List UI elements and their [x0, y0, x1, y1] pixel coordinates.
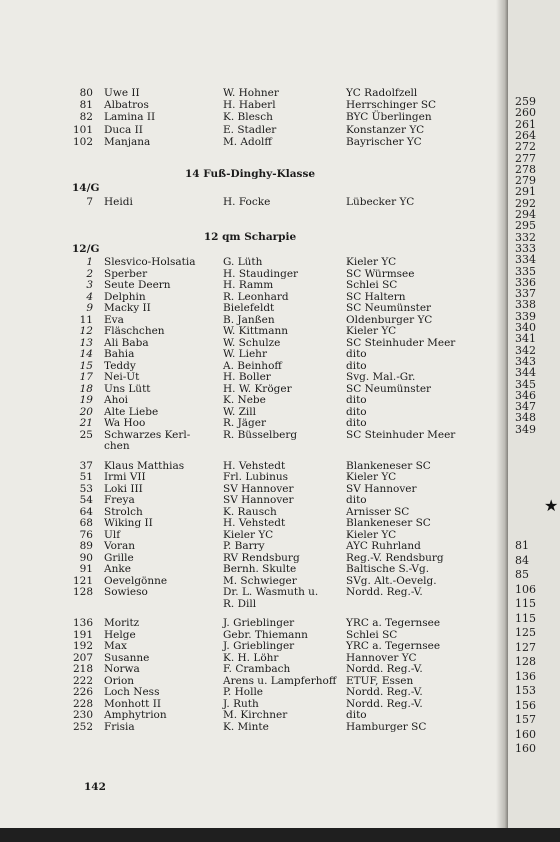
club-name: Konstanzer YC — [346, 123, 425, 136]
table-row — [0, 575, 500, 587]
table-row — [0, 617, 500, 629]
club-name: Baltische S.-Vg. — [346, 563, 430, 575]
boat-name: Eva — [104, 313, 124, 326]
right-page-number: 259 — [515, 95, 536, 108]
owner-name: H. Vehstedt — [223, 459, 286, 472]
owner-name: H. Haberl — [223, 99, 276, 112]
table-row — [0, 540, 500, 552]
owner-name: K. H. Löhr — [223, 651, 279, 664]
table-row — [0, 417, 500, 429]
right-page-number: 157 — [515, 713, 536, 726]
club-name: Nordd. Reg.-V. — [346, 686, 423, 698]
club-name: SV Hannover — [346, 482, 417, 495]
section-heading-dinghy: 14 Fuß-Dinghy-Klasse — [184, 168, 316, 180]
right-page-number: 279 — [515, 174, 536, 188]
sail-number: 218 — [72, 663, 93, 675]
section-heading-scharpie: 12 qm Scharpie — [203, 231, 297, 243]
table-row — [0, 337, 500, 349]
club-name: Kieler YC — [346, 256, 397, 268]
club-name: Reg.-V. Rendsburg — [346, 551, 444, 564]
table-row — [0, 124, 500, 136]
club-name: SC Neumünster — [346, 382, 432, 395]
right-page-number: 338 — [515, 298, 536, 312]
club-name: SC Haltern — [346, 290, 406, 303]
boat-name: chen — [104, 440, 130, 452]
table-row — [0, 586, 500, 598]
boat-name: Helge — [104, 628, 136, 641]
owner-name: Dr. L. Wasmuth u. — [223, 586, 319, 598]
right-page-number: 292 — [515, 196, 536, 210]
sail-number: 14 — [79, 348, 93, 360]
club-name: SVg. Alt.-Oevelg. — [346, 574, 437, 587]
boat-name: Susanne — [104, 651, 150, 664]
table-row — [0, 348, 500, 360]
boat-name: Freya — [104, 494, 135, 506]
right-page-number: 128 — [515, 655, 536, 668]
right-page-number: 115 — [515, 597, 536, 610]
owner-name: M. Adolff — [223, 135, 272, 148]
right-page-number: 106 — [515, 582, 536, 596]
boat-name: Frisia — [104, 720, 135, 733]
sail-number: 64 — [79, 505, 93, 518]
table-row — [0, 279, 500, 291]
owner-name: Bielefeldt — [223, 302, 275, 314]
table-row — [0, 314, 500, 326]
sail-number: 128 — [72, 586, 93, 598]
klasse-label-scharpie: 12/G — [72, 243, 100, 255]
boat-name: Seute Deern — [104, 279, 171, 291]
owner-name: H. Focke — [223, 196, 271, 208]
table-row — [0, 371, 500, 383]
boat-name: Klaus Matthias — [104, 459, 185, 472]
right-page-number: 341 — [515, 332, 536, 346]
owner-name: A. Beinhoff — [223, 359, 282, 372]
table-row — [0, 517, 500, 529]
owner-name: J. Grieblinger — [223, 640, 295, 652]
club-name: Blankeneser SC — [346, 459, 431, 472]
bottom-edge — [0, 828, 560, 842]
club-name: dito — [346, 405, 367, 418]
sail-number: 3 — [86, 279, 93, 291]
sail-number: 9 — [86, 302, 93, 314]
sail-number: 80 — [79, 87, 93, 99]
boat-name: Albatros — [104, 99, 149, 112]
sail-number: 226 — [72, 686, 93, 698]
right-page-number: 339 — [515, 309, 536, 323]
boat-name: Lamina II — [104, 111, 156, 124]
table-row — [0, 721, 500, 733]
club-name: Hamburger SC — [346, 720, 427, 733]
club-name: Oldenburger YC — [346, 313, 433, 326]
right-page-number: 81 — [515, 539, 529, 552]
club-name: YC Radolfzell — [346, 87, 418, 99]
club-name: Bayrischer YC — [346, 135, 422, 148]
sail-number: 207 — [72, 651, 93, 664]
club-name: Nordd. Reg.-V. — [346, 697, 423, 710]
sail-number: 1 — [86, 256, 93, 268]
sail-number: 20 — [79, 405, 93, 418]
sail-number: 136 — [72, 617, 93, 629]
star-icon: ★ — [544, 496, 559, 515]
boat-name: Uwe II — [104, 87, 140, 99]
sail-number: 51 — [79, 471, 93, 483]
boat-name: Delphin — [104, 290, 146, 303]
boat-name: Moritz — [104, 617, 140, 629]
table-row — [0, 394, 500, 406]
boat-name: Strolch — [104, 505, 143, 518]
owner-name: K. Nebe — [223, 394, 266, 406]
boat-name: Wiking II — [104, 517, 153, 529]
right-page-number: 264 — [515, 128, 536, 142]
sail-number: 2 — [86, 267, 93, 280]
club-name: Herrschinger SC — [346, 99, 437, 112]
table-row — [0, 663, 500, 675]
sail-number: 76 — [79, 528, 93, 541]
owner-name: W. Kittmann — [223, 325, 289, 337]
club-name: Kieler YC — [346, 528, 397, 541]
owner-name: H. Boller — [223, 371, 271, 383]
right-page-number: 160 — [515, 742, 536, 755]
right-page-number: 337 — [515, 287, 536, 301]
right-page-number: 136 — [515, 669, 536, 683]
sail-number: 54 — [79, 494, 93, 506]
club-name: ETUF, Essen — [346, 674, 414, 687]
owner-name: R. Leonhard — [223, 290, 289, 303]
boat-name: Norwa — [104, 663, 140, 675]
boat-name: Wa Hoo — [104, 417, 146, 429]
right-page-number: 344 — [515, 366, 536, 380]
table-row — [0, 111, 500, 123]
right-page-number: 336 — [515, 275, 536, 289]
sail-number: 7 — [86, 196, 93, 208]
right-page-number: 261 — [515, 117, 536, 131]
right-page-number: 334 — [515, 253, 536, 267]
right-page-number: 277 — [515, 151, 536, 165]
owner-name: J. Grieblinger — [223, 617, 295, 629]
right-page-edge — [508, 0, 560, 828]
right-page-number: 346 — [515, 388, 536, 402]
owner-name: B. Janßen — [223, 313, 275, 326]
sail-number: 4 — [86, 290, 93, 303]
table-row — [0, 99, 500, 111]
owner-name: P. Holle — [223, 686, 264, 698]
owner-name: H. Staudinger — [223, 267, 299, 280]
club-name: Svg. Mal.-Gr. — [346, 371, 416, 383]
sail-number: 11 — [79, 313, 93, 326]
club-name: dito — [346, 494, 367, 506]
table-row — [0, 529, 500, 541]
sail-number: 222 — [72, 674, 93, 687]
owner-name: Gebr. Thiemann — [223, 628, 308, 641]
sail-number: 89 — [79, 540, 93, 552]
right-page-number: 333 — [515, 241, 536, 255]
club-name: Arnisser SC — [346, 505, 410, 518]
right-page-number: 345 — [515, 377, 536, 391]
sail-number: 228 — [72, 697, 93, 710]
table-row — [0, 291, 500, 303]
right-page-number: 278 — [515, 162, 536, 176]
sail-number: 12 — [79, 325, 93, 337]
boat-name: Manjana — [104, 135, 151, 148]
right-page-number: 156 — [515, 698, 536, 712]
table-row — [0, 640, 500, 652]
table-row — [0, 598, 500, 610]
sail-number: 252 — [72, 720, 93, 733]
owner-name: K. Minte — [223, 720, 269, 733]
right-page-number: 84 — [515, 553, 529, 567]
owner-name: Kieler YC — [223, 528, 274, 541]
club-name: Nordd. Reg.-V. — [346, 663, 423, 675]
boat-name: Sperber — [104, 267, 148, 280]
sail-number: 101 — [72, 123, 93, 136]
table-row — [0, 460, 500, 472]
boat-name: Uns Lütt — [104, 382, 151, 395]
page-number: 142 — [84, 781, 106, 793]
owner-name: W. Zill — [223, 405, 257, 418]
right-page-number: 343 — [515, 354, 536, 368]
boat-name: Anke — [104, 563, 131, 575]
right-page-number: 85 — [515, 568, 529, 581]
table-row — [0, 87, 500, 99]
right-page-number: 272 — [515, 140, 536, 154]
right-page-number: 125 — [515, 626, 536, 639]
owner-name: W. Liehr — [223, 348, 267, 360]
table-row — [0, 136, 500, 148]
boat-name: Loch Ness — [104, 686, 160, 698]
table-row — [0, 471, 500, 483]
owner-name: SV Hannover — [223, 482, 294, 495]
right-page-number: 291 — [515, 185, 536, 199]
sail-number: 81 — [79, 99, 93, 112]
club-name: Kieler YC — [346, 325, 397, 337]
sail-number: 18 — [79, 382, 93, 395]
right-page-number: 349 — [515, 422, 536, 436]
right-page-number: 153 — [515, 684, 536, 697]
sail-number: 37 — [79, 459, 93, 472]
club-name: BYC Überlingen — [346, 111, 432, 124]
club-name: AYC Ruhrland — [346, 540, 421, 552]
boat-name: Macky II — [104, 302, 151, 314]
owner-name: K. Rausch — [223, 505, 277, 518]
club-name: dito — [346, 359, 367, 372]
table-row — [0, 440, 500, 452]
owner-name: R. Dill — [223, 597, 257, 610]
boat-name: Bahia — [104, 348, 135, 360]
table-row — [0, 698, 500, 710]
boat-name: Oevelgönne — [104, 574, 168, 587]
owner-name: H. Vehstedt — [223, 517, 286, 529]
club-name: Schlei SC — [346, 279, 398, 291]
boat-name: Voran — [104, 540, 135, 552]
right-page-number: 342 — [515, 343, 536, 357]
boat-name: Loki III — [104, 482, 143, 495]
owner-name: Frl. Lubinus — [223, 471, 289, 483]
sail-number: 17 — [79, 371, 93, 383]
boat-name: Orion — [104, 674, 135, 687]
owner-name: M. Kirchner — [223, 709, 288, 721]
sail-number: 68 — [79, 517, 93, 529]
owner-name: SV Hannover — [223, 494, 294, 506]
table-row — [0, 256, 500, 268]
boat-name: Ali Baba — [104, 336, 149, 349]
club-name: dito — [346, 417, 367, 429]
right-page-number: 127 — [515, 640, 536, 654]
sail-number: 192 — [72, 640, 93, 652]
club-name: Schlei SC — [346, 628, 398, 641]
table-row — [0, 494, 500, 506]
table-row — [0, 506, 500, 518]
table-row — [0, 629, 500, 641]
right-page-number: 160 — [515, 727, 536, 741]
club-name: SC Steinhuder Meer — [346, 428, 456, 441]
boat-name: Grille — [104, 551, 134, 564]
right-page-number: 115 — [515, 611, 536, 625]
club-name: Lübecker YC — [346, 196, 415, 208]
club-name: dito — [346, 709, 367, 721]
klasse-label-dinghy: 14/G — [72, 182, 100, 194]
boat-name: Nei-Ut — [104, 371, 140, 383]
right-page-number: 335 — [515, 264, 536, 278]
sail-number: 90 — [79, 551, 93, 564]
right-page-number: 295 — [515, 219, 536, 233]
table-row — [0, 563, 500, 575]
boat-name: Teddy — [104, 359, 136, 372]
table-row — [0, 429, 500, 441]
table-row — [0, 360, 500, 372]
boat-name: Alte Liebe — [104, 405, 159, 418]
boat-name: Amphytrion — [104, 709, 167, 721]
sail-number: 102 — [72, 135, 93, 148]
boat-name: Monhott II — [104, 697, 161, 710]
owner-name: RV Rendsburg — [223, 551, 300, 564]
right-page-number: 332 — [515, 230, 536, 244]
table-row — [0, 709, 500, 721]
sail-number: 91 — [79, 563, 93, 575]
boat-name: Fläschchen — [104, 325, 165, 337]
sail-number: 191 — [72, 628, 93, 641]
table-row — [0, 675, 500, 687]
club-name: YRC a. Tegernsee — [346, 617, 441, 629]
sail-number: 15 — [79, 359, 93, 372]
sail-number: 19 — [79, 394, 93, 406]
right-page-number: 294 — [515, 208, 536, 221]
table-row — [0, 302, 500, 314]
club-name: dito — [346, 394, 367, 406]
owner-name: P. Barry — [223, 540, 265, 552]
right-page-number: 340 — [515, 321, 536, 334]
owner-name: H. W. Kröger — [223, 382, 292, 395]
sail-number: 25 — [79, 428, 93, 441]
boat-name: Sowieso — [104, 586, 148, 598]
owner-name: K. Blesch — [223, 111, 273, 124]
table-row — [0, 652, 500, 664]
boat-name: Heidi — [104, 196, 133, 208]
owner-name: G. Lüth — [223, 256, 263, 268]
club-name: dito — [346, 348, 367, 360]
boat-name: Ulf — [104, 528, 121, 541]
owner-name: H. Ramm — [223, 279, 274, 291]
owner-name: W. Hohner — [223, 87, 279, 99]
boat-name: Irmi VII — [104, 471, 146, 483]
owner-name: W. Schulze — [223, 336, 281, 349]
right-page-number: 347 — [515, 400, 536, 414]
sail-number: 230 — [72, 709, 93, 721]
boat-name: Max — [104, 640, 127, 652]
table-row — [0, 406, 500, 418]
table-row — [0, 268, 500, 280]
club-name: Kieler YC — [346, 471, 397, 483]
club-name: Nordd. Reg.-V. — [346, 586, 423, 598]
boat-name: Duca II — [104, 123, 143, 136]
sail-number: 82 — [79, 111, 93, 124]
club-name: SC Steinhuder Meer — [346, 336, 456, 349]
owner-name: J. Ruth — [223, 697, 259, 710]
boat-name: Ahoi — [104, 394, 129, 406]
boat-name: Slesvico-Holsatia — [104, 256, 196, 268]
club-name: Hannover YC — [346, 651, 417, 664]
owner-name: M. Schwieger — [223, 574, 297, 587]
table-row — [0, 383, 500, 395]
table-row — [0, 325, 500, 337]
right-page-number: 348 — [515, 411, 536, 425]
owner-name: R. Büsselberg — [223, 428, 298, 441]
boat-name: Schwarzes Kerl- — [104, 428, 191, 441]
club-name: SC Neumünster — [346, 302, 432, 314]
club-name: SC Würmsee — [346, 267, 415, 280]
owner-name: R. Jäger — [223, 417, 267, 429]
sail-number: 121 — [72, 574, 93, 587]
sail-number: 13 — [79, 336, 93, 349]
owner-name: E. Stadler — [223, 123, 277, 136]
table-row — [0, 483, 500, 495]
owner-name: F. Crambach — [223, 663, 291, 675]
sail-number: 53 — [79, 482, 93, 495]
table-row — [0, 552, 500, 564]
club-name: Blankeneser SC — [346, 517, 431, 529]
sail-number: 21 — [79, 417, 93, 429]
owner-name: Arens u. Lampferhoff — [223, 674, 337, 687]
table-row — [0, 196, 500, 208]
table-row — [0, 686, 500, 698]
right-page-number: 260 — [515, 106, 536, 120]
club-name: YRC a. Tegernsee — [346, 640, 441, 652]
owner-name: Bernh. Skulte — [223, 563, 297, 575]
